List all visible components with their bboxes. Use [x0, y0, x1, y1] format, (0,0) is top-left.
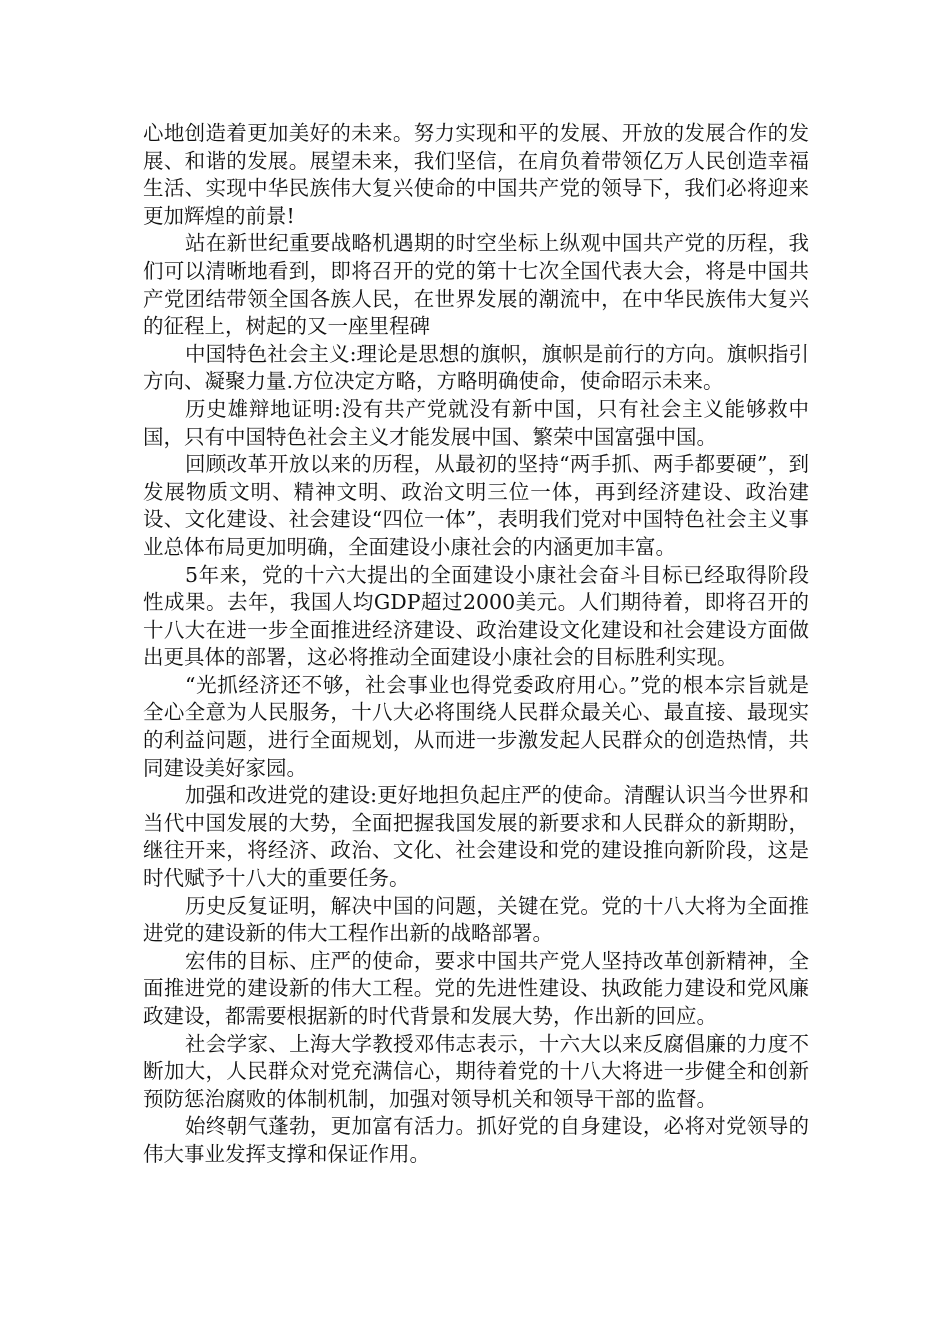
document-body	[143, 120, 809, 1169]
paragraph-6: 5年来，党的十六大提出的全面建设小康社会奋斗目标已经取得阶段性成果。去年，我国人均GDP超过2000美元。人们期待着，即将召开的十八大在进一步全面推进经济建设、政治建设文化建设和社会建设方面做出更具体的部署，这必将推动全面建设小康社会的目标胜利实现。	[143, 562, 809, 670]
paragraph-2: 站在新世纪重要战略机遇期的时空坐标上纵观中国共产党的历程，我们可以清晰地看到，即将召开的党的第十七次全国代表大会，将是中国共产党团结带领全国各族人民，在世界发展的潮流中，在中华民族伟大复兴的征程上，树起的又一座里程碑	[143, 231, 809, 339]
paragraph-8: 加强和改进党的建设:更好地担负起庄严的使命。清醒认识当今世界和当代中国发展的大势，全面把握我国发展的新要求和人民群众的新期盼，继往开来，将经济、政治、文化、社会建设和党的建设推向新阶段，这是时代赋予十八大的重要任务。	[143, 783, 809, 891]
paragraph-11: 社会学家、上海大学教授邓伟志表示，十六大以来反腐倡廉的力度不断加大，人民群众对党充满信心，期待着党的十八大将进一步健全和创新预防惩治腐败的体制机制，加强对领导机关和领导干部的监督。	[143, 1031, 809, 1111]
paragraph-1: 心地创造着更加美好的未来。努力实现和平的发展、开放的发展合作的发展、和谐的发展。展望未来，我们坚信，在肩负着带领亿万人民创造幸福生活、实现中华民族伟大复兴使命的中国共产党的领导下，我们必将迎来更加辉煌的前景!	[143, 121, 809, 228]
paragraph-7: “光抓经济还不够，社会事业也得党委政府用心。”党的根本宗旨就是全心全意为人民服务，十八大必将围绕人民群众最关心、最直接、最现实的利益问题，进行全面规划，从而进一步激发起人民群众的创造热情，共同建设美好家园。	[143, 672, 809, 780]
paragraph-10: 宏伟的目标、庄严的使命，要求中国共产党人坚持改革创新精神，全面推进党的建设新的伟大工程。党的先进性建设、执政能力建设和党风廉政建设，都需要根据新的时代背景和发展大势，作出新的回应。	[143, 948, 809, 1028]
paragraph-4: 历史雄辩地证明:没有共产党就没有新中国，只有社会主义能够救中国，只有中国特色社会主义才能发展中国、繁荣中国富强中国。	[143, 396, 809, 449]
paragraph-12: 始终朝气蓬勃，更加富有活力。抓好党的自身建设，必将对党领导的伟大事业发挥支撑和保证作用。	[143, 1114, 809, 1166]
paragraph-5: 回顾改革开放以来的历程，从最初的坚持“两手抓、两手都要硬”，到发展物质文明、精神文明、政治文明三位一体，再到经济建设、政治建设、文化建设、社会建设“四位一体”，表明我们党对中国特色社会主义事业总体布局更加明确，全面建设小康社会的内涵更加丰富。	[143, 452, 809, 559]
paragraph-9: 历史反复证明，解决中国的问题，关键在党。党的十八大将为全面推进党的建设新的伟大工程作出新的战略部署。	[143, 893, 809, 946]
paragraph-3: 中国特色社会主义:理论是思想的旗帜，旗帜是前行的方向。旗帜指引方向、凝聚力量.方位决定方略，方略明确使命，使命昭示未来。	[143, 341, 809, 394]
